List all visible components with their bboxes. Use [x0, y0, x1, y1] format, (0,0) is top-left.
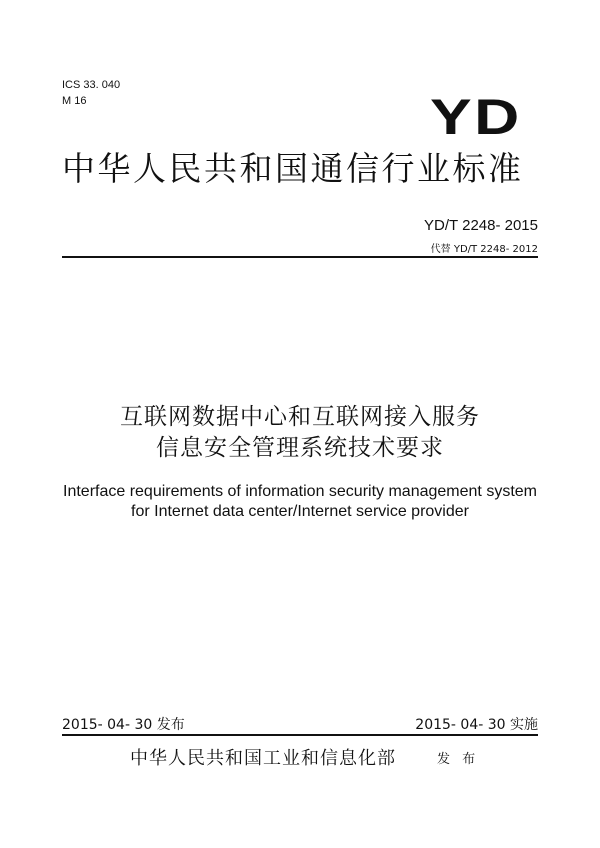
title-en-line-2: for Internet data center/Internet service provider — [131, 503, 469, 520]
replaces-standard: 代替 YD/T 2248- 2012 — [430, 244, 538, 255]
title-cn-line-1: 互联网数据中心和互联网接入服务 — [120, 404, 480, 430]
publisher-suffix: 发 布 — [437, 752, 480, 767]
title-en-line-1: Interface requirements of information security management system — [63, 483, 537, 500]
issue-date: 2015- 04- 30 发布 — [62, 717, 185, 733]
yd-logo: YD — [430, 89, 522, 145]
classification-code: M 16 — [62, 95, 87, 107]
standard-number: YD/T 2248- 2015 — [424, 217, 538, 234]
bottom-divider — [62, 734, 538, 736]
standard-type-title: 中华人民共和国通信行业标准 — [62, 149, 524, 188]
ics-code: ICS 33. 040 — [62, 79, 121, 91]
title-cn-line-2: 信息安全管理系统技术要求 — [156, 435, 444, 461]
top-divider — [62, 256, 538, 258]
effective-date: 2015- 04- 30 实施 — [415, 717, 538, 733]
publisher: 中华人民共和国工业和信息化部 — [130, 748, 396, 769]
